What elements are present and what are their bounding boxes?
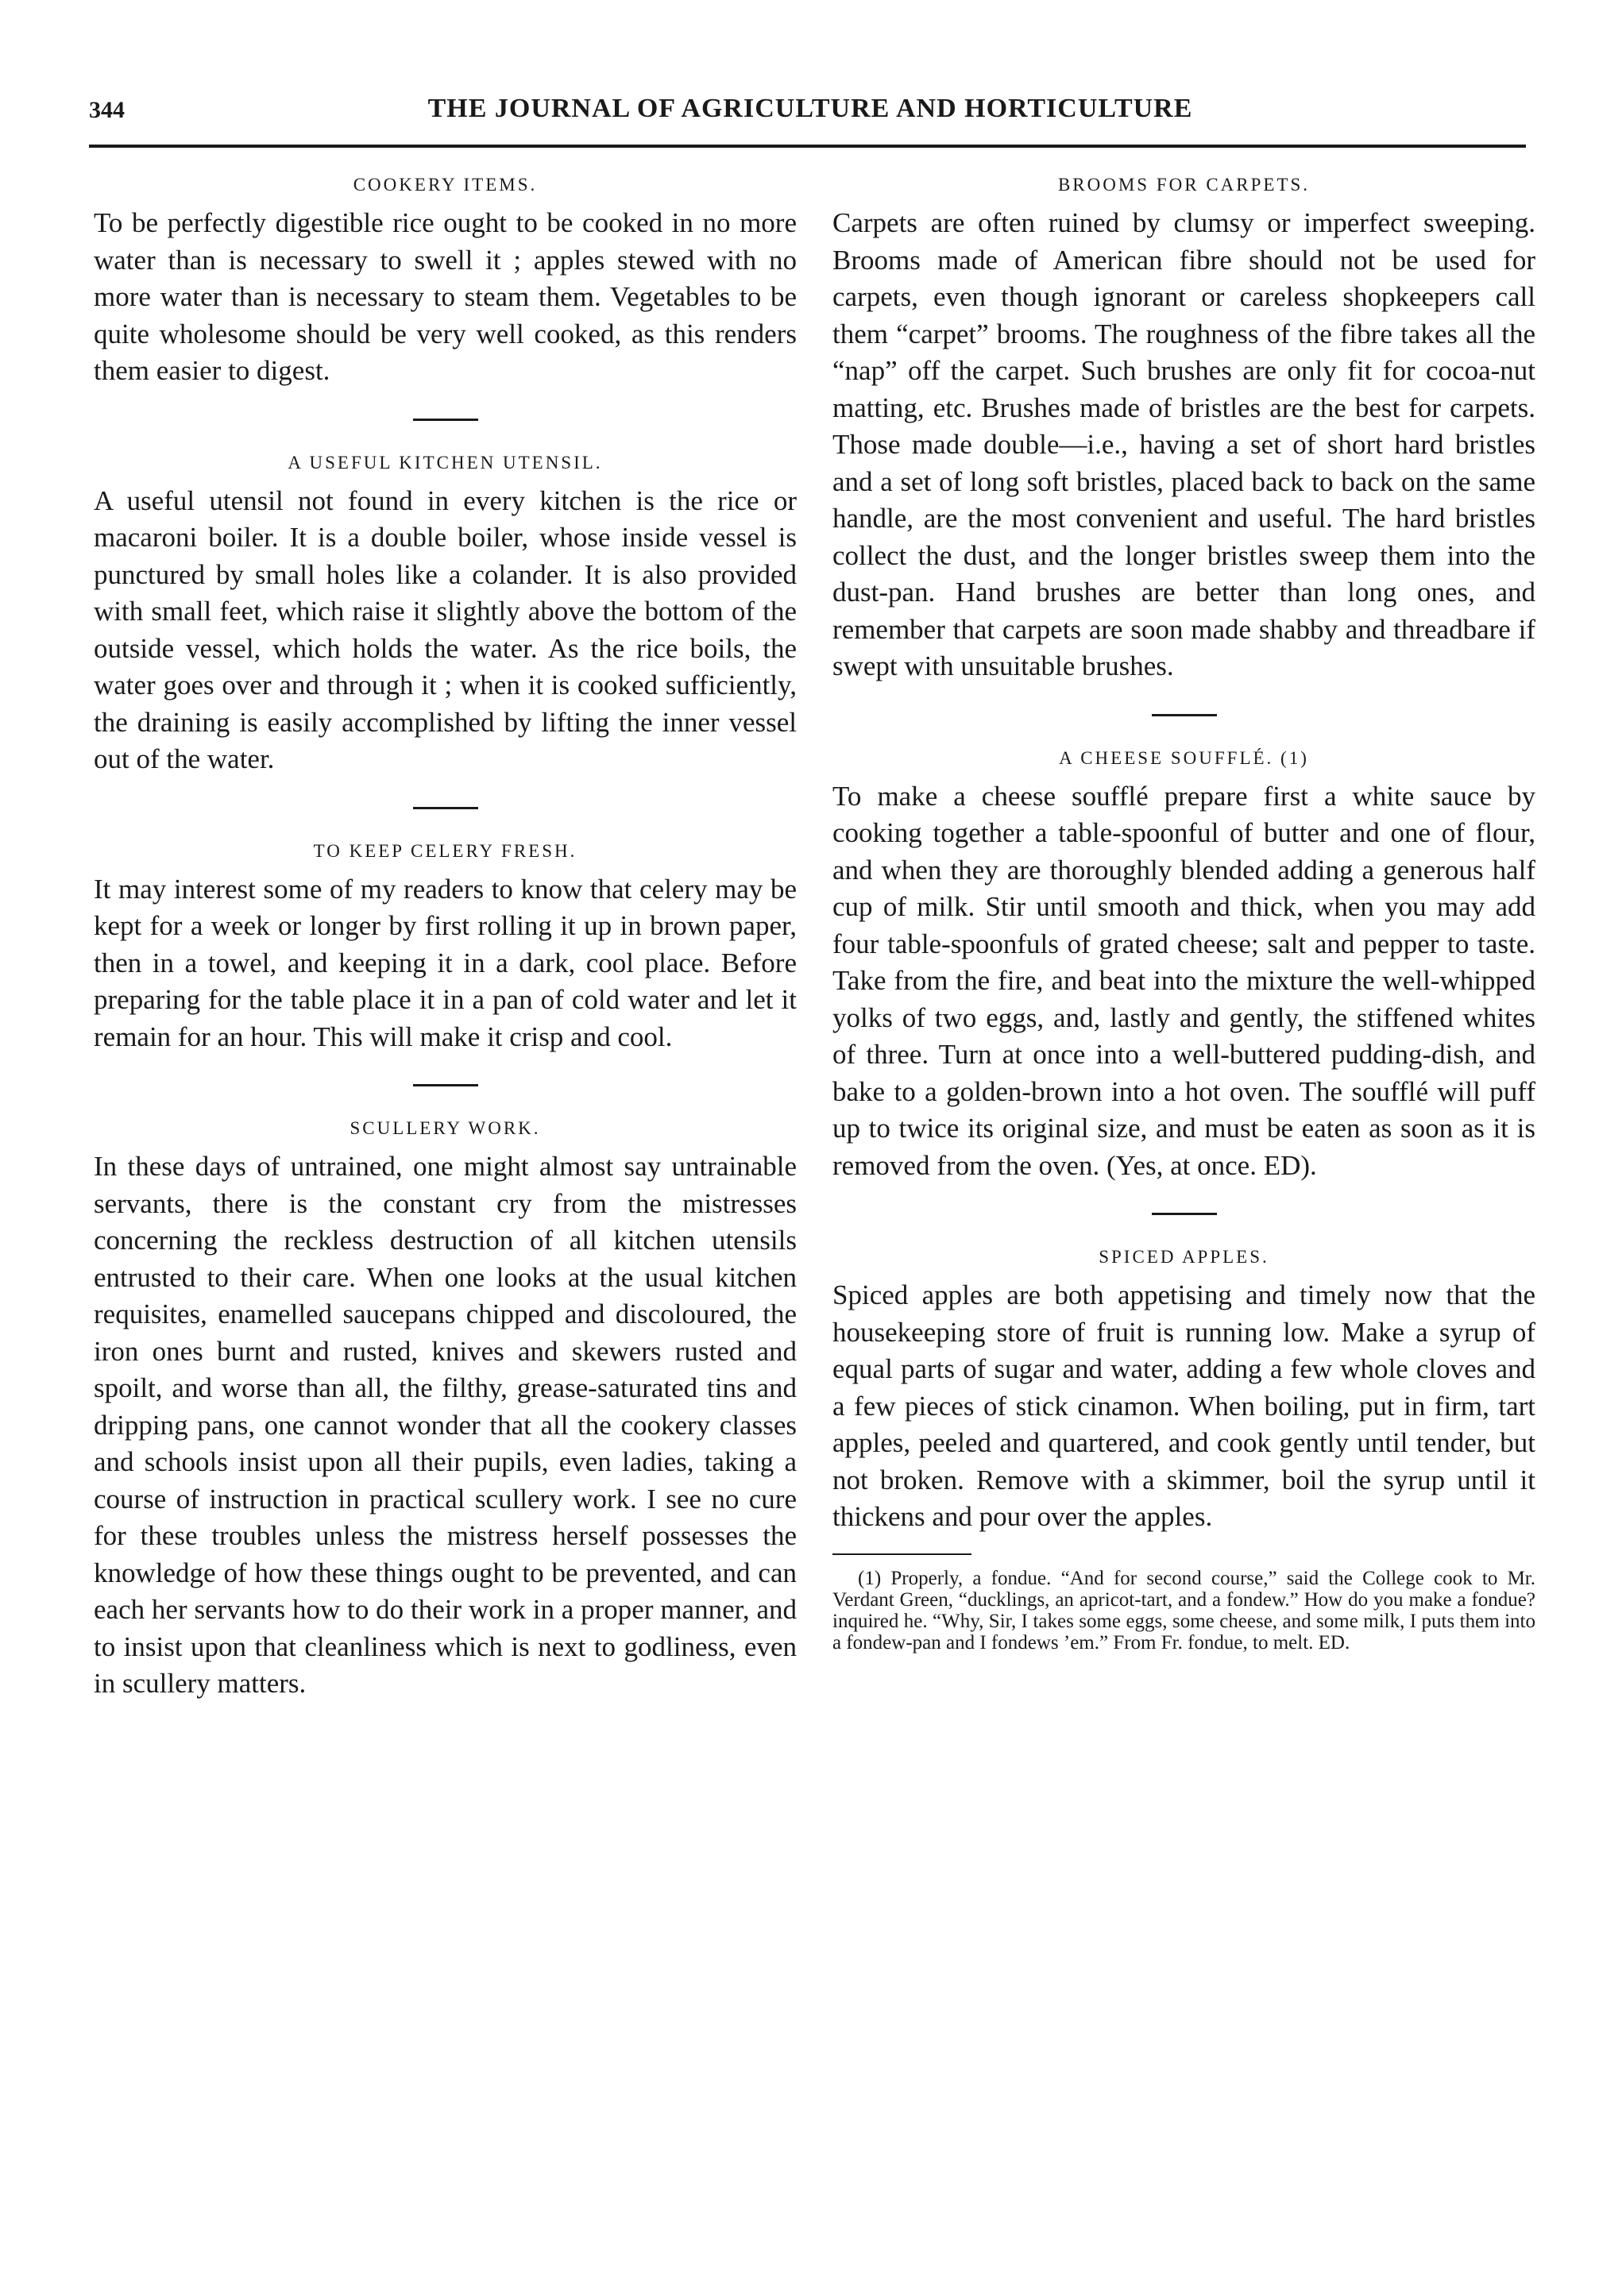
article-body: Spiced apples are both appetising and timely now that the housekeeping store of fruit is running low. Make a syrup of equal parts of sugar and water, adding a few whole cloves and a few pieces of stick cinamon. When boiling, put in firm, tart apples, peeled and quartered, and cook gently until tender, but not broken. Remove with a skimmer, boil the syrup until it thickens and pour over the apples. [832, 1279, 1535, 1532]
article-heading: A CHEESE SOUFFLÉ. (1) [1059, 747, 1309, 768]
right-column [832, 175, 1535, 1654]
footnote: (1) Properly, a fondue. “And for second course,” said the College cook to Mr. Verdant Green, “ducklings, an apricot-tart, and a fondew.” How do you make a fondue? inquired he. “Why, Sir, I takes some eggs, some cheese, and some milk, I puts them into a fondew-pan and I fondews ’em.” From Fr. fondue, to melt. ED. [832, 1567, 1535, 1654]
article-heading: COOKERY ITEMS. [353, 175, 538, 195]
article-heading: SPICED APPLES. [1099, 1247, 1269, 1267]
article-body: It may interest some of my readers to know that celery may be kept for a week or longer by first rolling it up in brown paper, then in a towel, and keeping it in a dark, cool place. Before preparing for the table place it in a pan of cold water and let it remain for an hour. This will make it crisp and cool. [94, 873, 797, 1052]
section-separator [413, 419, 478, 421]
article-body: Carpets are often ruined by clumsy or imperfect sweeping. Brooms made of American fibre should not be used for carpets, even though ignorant or careless shopkeepers call them “carpet” brooms. The roughness of the fibre takes all the “nap” off the carpet. Such brushes are only fit for cocoa-nut matting, etc. Brushes made of bristles are the best for carpets. Those made double—i.e., having a set of short hard bristles and a set of long soft bristles, placed back to back on the same handle, are the most convenient and useful. The hard bristles collect the dust, and the longer bristles sweep them into the dust-pan. Hand brushes are better than long ones, and remember that carpets are soon made shabby and threadbare if swept with unsuitable brushes. [832, 207, 1535, 681]
article-body: To make a cheese soufflé prepare first a white sauce by cooking together a table-spoonful of butter and one of flour, and when they are thoroughly blended adding a generous half cup of milk. Stir until smooth and thick, when you may add four table-spoonfuls of grated cheese; salt and pepper to taste. Take from the fire, and beat into the mixture the well-whipped yolks of two eggs, and, lastly and gently, the stiffened whites of three. Turn at once into a well-buttered pudding-dish, and bake to a golden-brown into a hot oven. The soufflé will puff up to twice its original size, and must be eaten as soon as it is removed from the oven. (Yes, at once. ED). [832, 780, 1535, 1181]
article-keep-celery-fresh [94, 841, 797, 1056]
section-separator [1152, 1213, 1217, 1215]
header-rule [89, 145, 1526, 148]
article-heading: TO KEEP CELERY FRESH. [313, 840, 577, 861]
article-spiced-apples [832, 1247, 1535, 1536]
article-heading: SCULLERY WORK. [350, 1118, 541, 1138]
footnote-rule [832, 1553, 971, 1555]
article-cheese-souffle [832, 748, 1535, 1185]
article-heading: BROOMS FOR CARPETS. [1057, 175, 1311, 195]
left-column [94, 175, 797, 1703]
article-body: To be perfectly digestible rice ought to be cooked in no more water than is necessary to swell it ; apples stewed with no more water than is necessary to steam them. Vegetables to be quite wholesome should be very well cooked, as this renders them easier to digest. [94, 207, 797, 386]
section-separator [1152, 714, 1217, 716]
section-separator [413, 807, 478, 809]
page-number: 344 [89, 97, 125, 123]
running-title: THE JOURNAL OF AGRICULTURE AND HORTICULTURE [427, 94, 1193, 123]
article-body: A useful utensil not found in every kitchen is the rice or macaroni boiler. It is a double boiler, whose inside vessel is punctured by small holes like a colander. It is also provided with small feet, which raise it slightly above the bottom of the outside vessel, which holds the water. As the rice boils, the water goes over and through it ; when it is cooked sufficiently, the draining is easily accomplished by lifting the inner vessel out of the water. [94, 484, 797, 774]
article-body: In these days of untrained, one might almost say untrainable servants, there is the constant cry from the mistresses concerning the reckless destruction of all kitchen utensils entrusted to their care. When one looks at the usual kitchen requisites, enamelled saucepans chipped and discoloured, the iron ones burnt and rusted, knives and skewers rusted and spoilt, and worse than all, the filthy, grease-saturated tins and dripping pans, one cannot wonder that all the cookery classes and schools insist upon all their pupils, even ladies, taking a course of instruction in practical scullery work. I see no cure for these troubles unless the mistress herself possesses the knowledge of how these things ought to be prevented, and can each her servants how to do their work in a proper manner, and to insist upon that cleanliness which is next to godliness, even in scullery matters. [94, 1151, 797, 1699]
article-cookery-items [94, 175, 797, 390]
article-heading: A USEFUL KITCHEN UTENSIL. [288, 452, 603, 473]
article-brooms-for-carpets [832, 175, 1535, 685]
section-separator [413, 1084, 478, 1086]
article-useful-kitchen-utensil [94, 453, 797, 778]
article-scullery-work [94, 1118, 797, 1703]
